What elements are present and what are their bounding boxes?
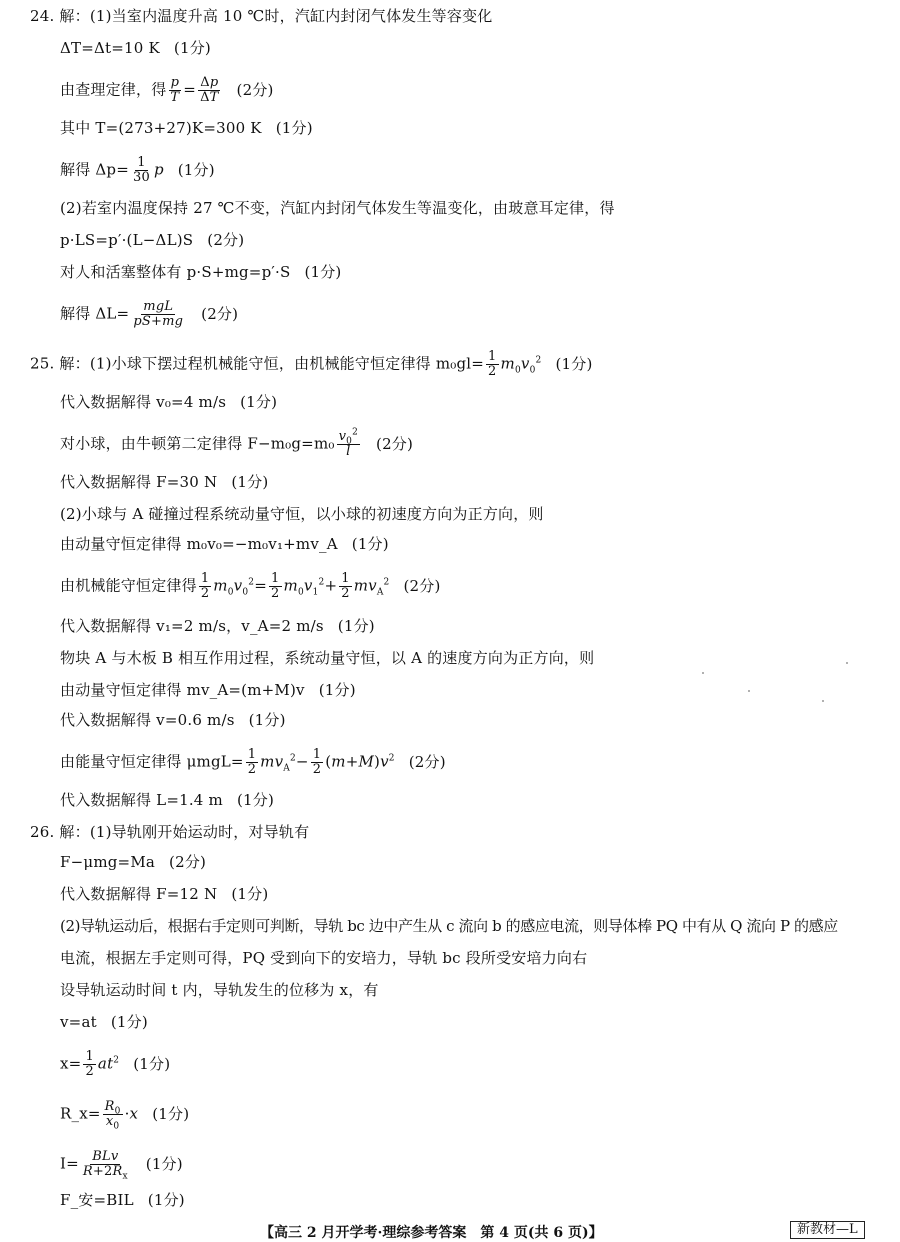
q24-line3: 其中 T=(273+27)K=300 K (1分) <box>60 119 313 137</box>
q26-line2: 代入数据解得 F=12 N (1分) <box>60 885 269 903</box>
q25-line9: 由动量守恒定律得 mv_A=(m+M)v (1分) <box>60 681 356 699</box>
q26-line9: I= $\frac{\text{BLv}}{R+2R_x}$ (1分) <box>60 1149 183 1182</box>
q25-line2: 对小球，由牛顿第二定律得 F−m₀g=m₀ $\frac{v_0^2}{l}$ (2分) <box>60 427 414 459</box>
q25-part2: (2)小球与 A 碰撞过程系统动量守恒，以小球的初速度方向为正方向，则 <box>60 505 544 523</box>
scan-speck <box>822 700 824 702</box>
q25-line1: 代入数据解得 v₀=4 m/s (1分) <box>60 393 278 411</box>
q26-line6: v=at (1分) <box>60 1013 148 1031</box>
q26-line8: R_x= $\frac{R_0}{x_0}$ ·x (1分) <box>60 1099 190 1132</box>
q26-line7: x= $\frac{1}{2}$ $at^2$ (1分) <box>60 1049 171 1079</box>
q24-intro: 24. 解：(1)当室内温度升高 10 ℃时，汽缸内封闭气体发生等容变化 <box>30 7 493 25</box>
scan-speck <box>846 662 848 664</box>
q24-line6: p·LS=p′·(L−ΔL)S (2分) <box>60 231 245 249</box>
q25-line3: 代入数据解得 F=30 N (1分) <box>60 473 269 491</box>
q26-line10: F_安=BIL (1分) <box>60 1191 185 1209</box>
q24-line2: 由查理定律，得 $\frac{p}{T}$ = $\frac{\Delta p}{\Delta T}$ (2分) <box>60 75 274 105</box>
scan-speck <box>702 672 704 674</box>
q26-line4: 电流，根据左手定则可得，PQ 受到向下的安培力，导轨 bc 段所受安培力向右 <box>60 949 588 967</box>
q26-intro: 26. 解：(1)导轨刚开始运动时，对导轨有 <box>30 823 310 841</box>
q26-line5: 设导轨运动时间 t 内，导轨发生的位移为 x，有 <box>60 981 379 999</box>
page-footer: 【高三 2 月开学考·理综参考答案 第 4 页(共 6 页)】 <box>260 1225 603 1241</box>
q26-line1: F−μmg=Ma (2分) <box>60 853 207 871</box>
edition-badge: 新教材—L <box>790 1221 865 1239</box>
q25-line8: 物块 A 与木板 B 相互作用过程，系统动量守恒，以 A 的速度方向为正方向，则 <box>60 649 595 667</box>
q25-intro: 25. 解：(1)小球下摆过程机械能守恒，由机械能守恒定律得 m₀gl= $\frac{1}{2}$ $m_0v_0^2$ (1分) <box>30 349 593 379</box>
q25-line7: 代入数据解得 v₁=2 m/s，v_A=2 m/s (1分) <box>60 617 375 635</box>
q25-line10: 代入数据解得 v=0.6 m/s (1分) <box>60 711 286 729</box>
q25-line6: 由机械能守恒定律得 $\frac{1}{2}$ $m_0v_0^2=$ $\frac{1}{2}$ $m_0v_1^2+$ $\frac{1}{2}$ $mv_A^2$ (2分) <box>60 571 441 601</box>
q24-line4: 解得 Δp= $\frac{1}{30}$ p (1分) <box>60 155 215 185</box>
q24-line1: ΔT=Δt=10 K (1分) <box>60 39 211 57</box>
q25-line11: 由能量守恒定律得 μmgL= $\frac{1}{2}$ $mv_A^2-$ $\frac{1}{2}$ $(m+M)v^2$ (2分) <box>60 747 446 777</box>
q24-line7: 对人和活塞整体有 p·S+mg=p′·S (1分) <box>60 263 342 281</box>
q25-line5: 由动量守恒定律得 m₀v₀=−m₀v₁+mv_A (1分) <box>60 535 389 553</box>
q26-part2: (2)导轨运动后，根据右手定则可判断，导轨 bc 边中产生从 c 流向 b 的感应电流，则导体棒 PQ 中有从 Q 流向 P 的感应 <box>60 917 838 935</box>
q25-line12: 代入数据解得 L=1.4 m (1分) <box>60 791 275 809</box>
scan-speck <box>748 690 750 692</box>
q24-part2: (2)若室内温度保持 27 ℃不变，汽缸内封闭气体发生等温变化，由玻意耳定律，得 <box>60 199 615 217</box>
q24-line8: 解得 ΔL= $\frac{\text{mgL}}{pS+mg}$ (2分) <box>60 299 239 329</box>
